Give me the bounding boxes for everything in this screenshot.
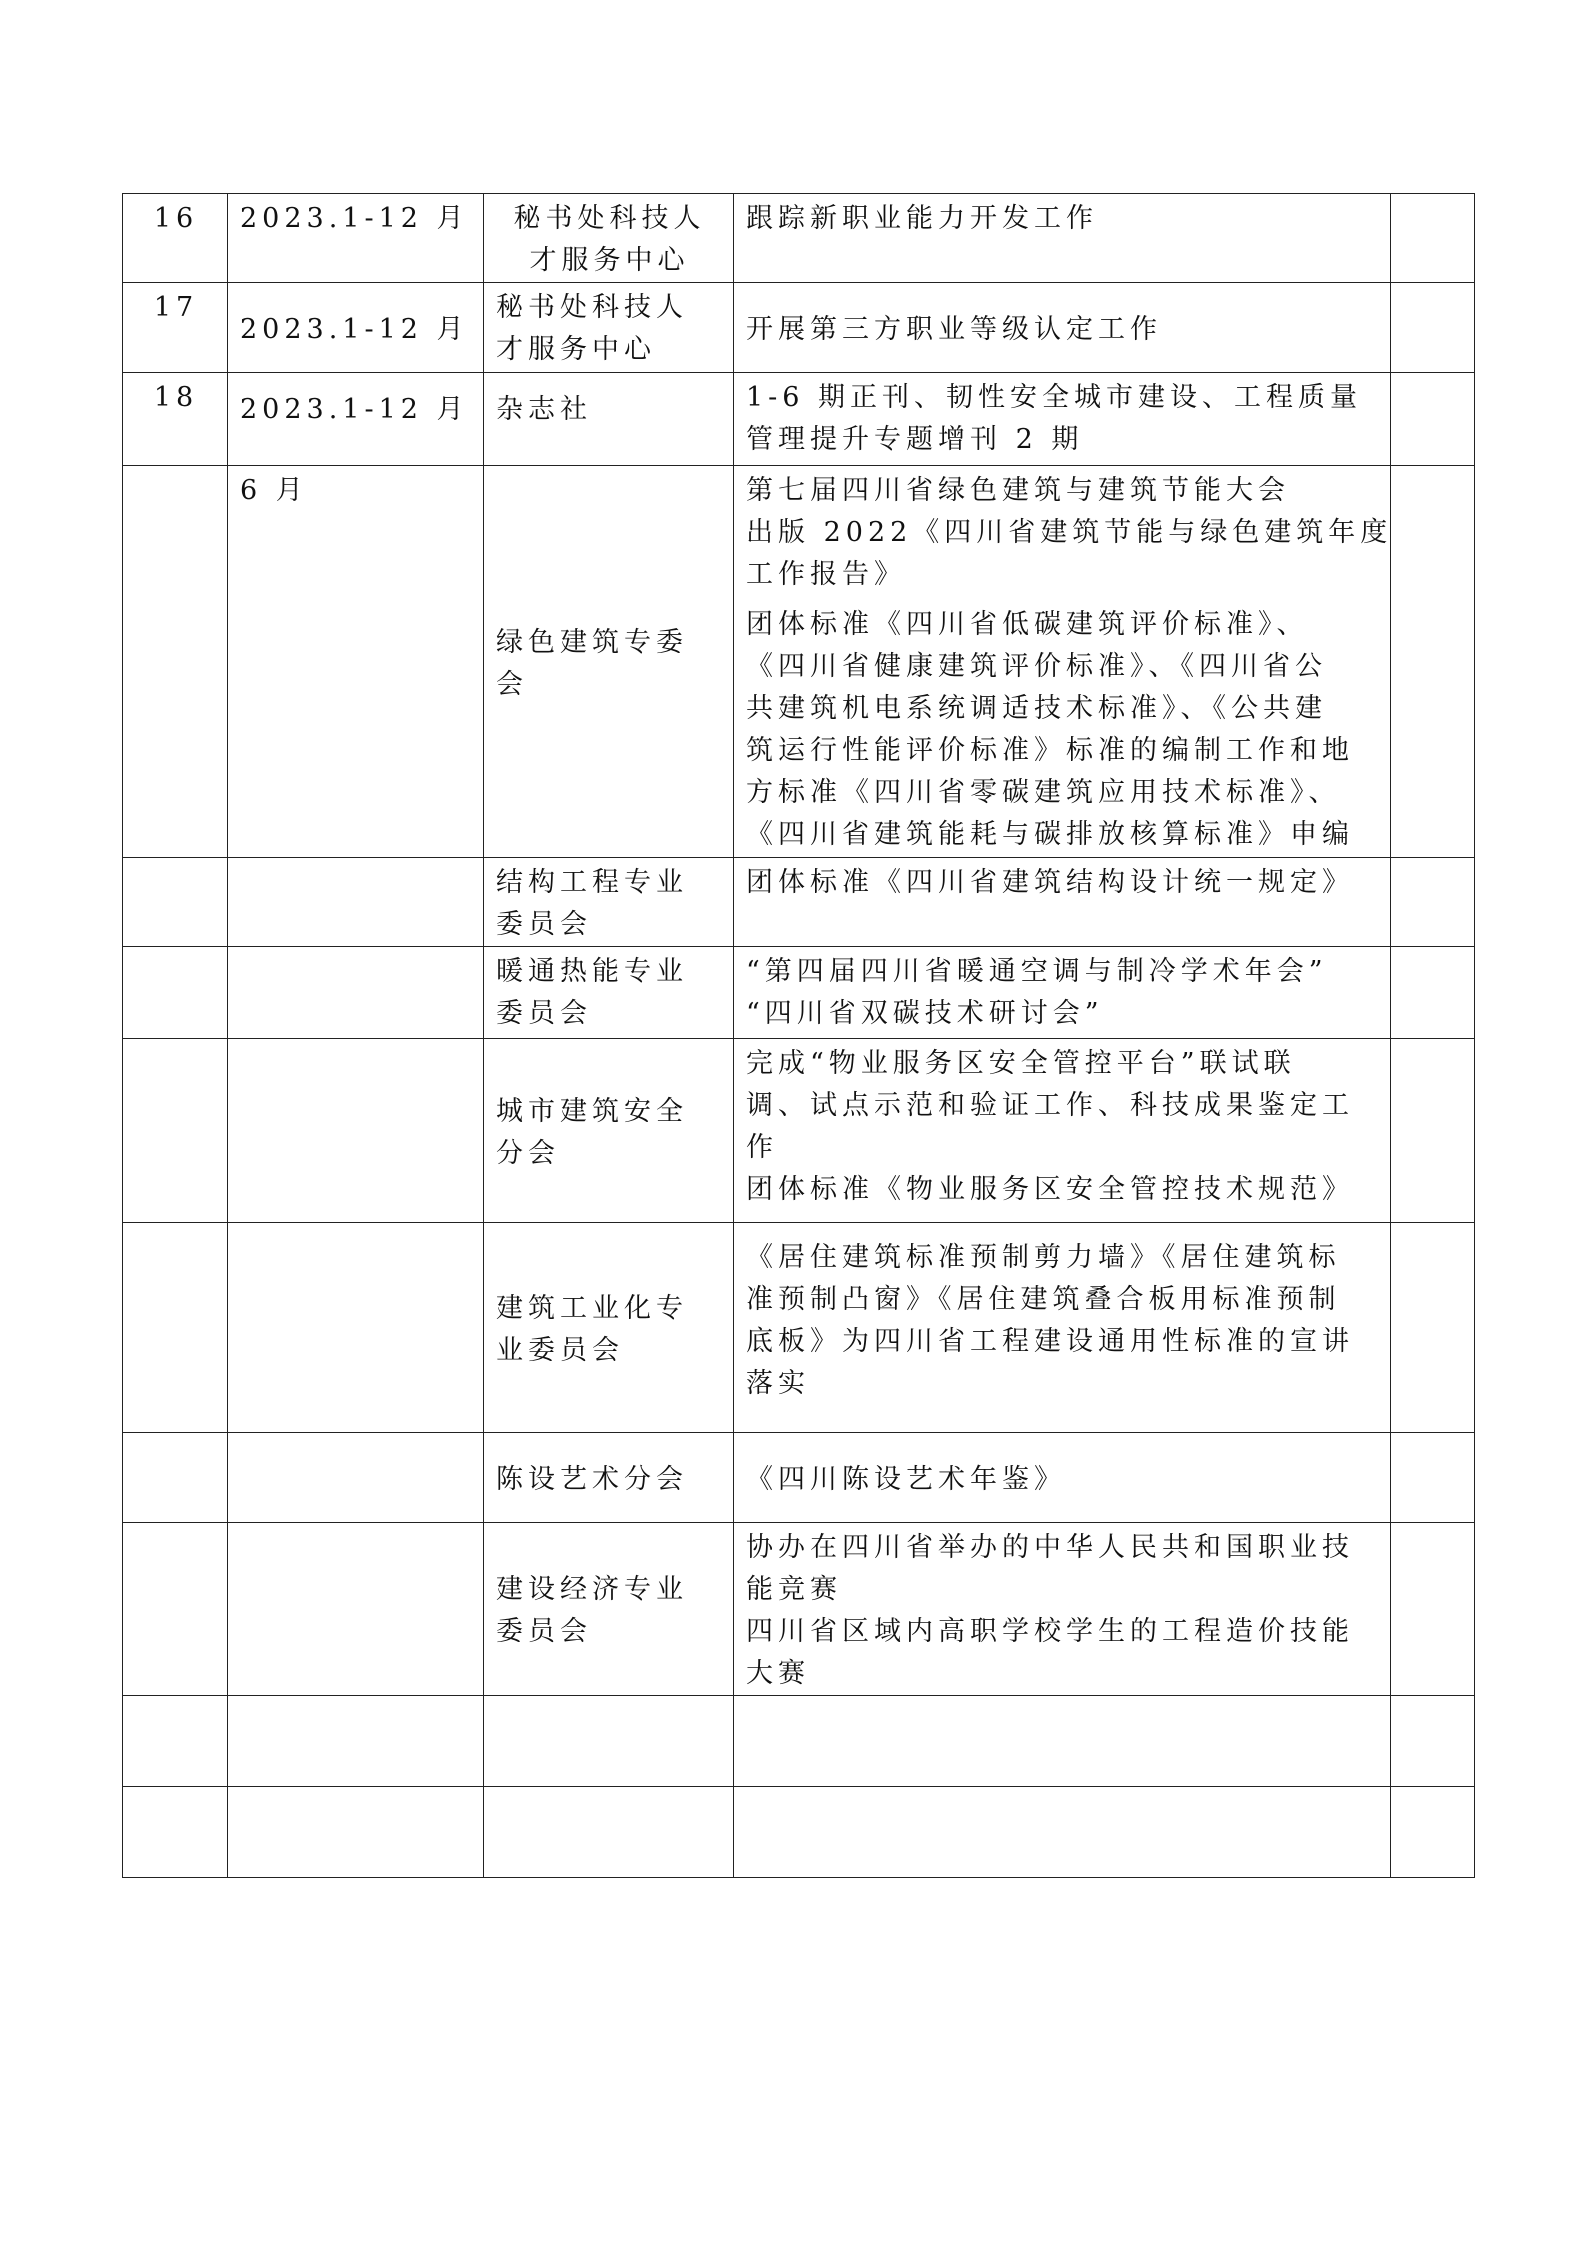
content-cell — [734, 466, 1391, 858]
remarks-cell — [1391, 1223, 1475, 1433]
table-row — [123, 1223, 1475, 1433]
content-cell: 《四川陈设艺术年鉴》 — [734, 1433, 1391, 1523]
content-cell: 跟踪新职业能力开发工作 — [734, 194, 1391, 283]
row-number-cell — [123, 466, 228, 858]
department-cell — [484, 1696, 734, 1787]
remarks-cell — [1391, 194, 1475, 283]
table-row — [123, 858, 1475, 947]
table-row — [123, 947, 1475, 1039]
department-cell: 建设经济专业 委员会 — [484, 1523, 734, 1696]
table-row — [123, 1523, 1475, 1696]
department-cell: 秘书处科技人 才服务中心 — [484, 283, 734, 373]
work-plan-table — [122, 193, 1475, 1878]
row-number-cell: 16 — [123, 194, 228, 283]
table-row — [123, 373, 1475, 466]
row-number-cell — [123, 1039, 228, 1223]
content-cell: 团体标准《四川省建筑结构设计统一规定》 — [734, 858, 1391, 947]
remarks-cell — [1391, 947, 1475, 1039]
date-cell — [228, 947, 484, 1039]
table-row — [123, 1696, 1475, 1787]
table-row — [123, 466, 1475, 858]
department-cell: 建筑工业化专 业委员会 — [484, 1223, 734, 1433]
content-item: 完成“物业服务区安全管控平台”联试联 调、试点示范和验证工作、科技成果鉴定工 作 — [746, 1048, 1354, 1163]
content-item: 第七届四川省绿色建筑与建筑节能大会 — [746, 475, 1290, 506]
date-cell: 2023.1-12 月 — [228, 373, 484, 466]
content-cell: 《居住建筑标准预制剪力墙》《居住建筑标 准预制凸窗》《居住建筑叠合板用标准预制 底板》为四川省工程建设通用性标准的宣讲 落实 — [734, 1223, 1391, 1433]
remarks-cell — [1391, 466, 1475, 858]
date-cell — [228, 1223, 484, 1433]
content-item: 协办在四川省举办的中华人民共和国职业技 能竞赛 — [746, 1532, 1354, 1605]
date-cell — [228, 1433, 484, 1523]
date-cell — [228, 1523, 484, 1696]
date-cell: 6 月 — [228, 466, 484, 858]
date-cell — [228, 1787, 484, 1878]
content-item: 出版 2022《四川省建筑节能与绿色建筑年度 工作报告》 — [746, 517, 1393, 590]
content-item: 团体标准《物业服务区安全管控技术规范》 — [746, 1174, 1354, 1205]
table-row — [123, 283, 1475, 373]
date-cell: 2023.1-12 月 — [228, 283, 484, 373]
remarks-cell — [1391, 373, 1475, 466]
table-row — [123, 194, 1475, 283]
department-cell: 杂志社 — [484, 373, 734, 466]
remarks-cell — [1391, 1696, 1475, 1787]
department-cell: 陈设艺术分会 — [484, 1433, 734, 1523]
department-cell: 暖通热能专业 委员会 — [484, 947, 734, 1039]
remarks-cell — [1391, 1433, 1475, 1523]
content-cell — [734, 1787, 1391, 1878]
remarks-cell — [1391, 1039, 1475, 1223]
department-cell: 结构工程专业 委员会 — [484, 858, 734, 947]
content-cell — [734, 1523, 1391, 1696]
row-number-cell — [123, 858, 228, 947]
content-item: 四川省区域内高职学校学生的工程造价技能 大赛 — [746, 1616, 1354, 1689]
row-number-cell — [123, 1223, 228, 1433]
row-number-cell: 17 — [123, 283, 228, 373]
department-cell: 秘书处科技人 才服务中心 — [484, 194, 734, 283]
content-cell: “第四届四川省暖通空调与制冷学术年会” “四川省双碳技术研讨会” — [734, 947, 1391, 1039]
row-number-cell — [123, 1433, 228, 1523]
remarks-cell — [1391, 1787, 1475, 1878]
row-number-cell — [123, 1787, 228, 1878]
date-cell — [228, 1696, 484, 1787]
content-item: 团体标准《四川省低碳建筑评价标准》、 《四川省健康建筑评价标准》、《四川省公 共建筑机电系统调适技术标准》、《公共建 筑运行性能评价标准》标准的编制工作和地 方标准《四川省零碳建筑应用技术标准》、 《四川省建筑能耗与碳排放核算标准》申编 — [746, 609, 1354, 850]
date-cell: 2023.1-12 月 — [228, 194, 484, 283]
row-number-cell: 18 — [123, 373, 228, 466]
content-cell: 1-6 期正刊、韧性安全城市建设、工程质量 管理提升专题增刊 2 期 — [734, 373, 1391, 466]
row-number-cell — [123, 1696, 228, 1787]
content-cell: 开展第三方职业等级认定工作 — [734, 283, 1391, 373]
department-cell — [484, 1787, 734, 1878]
remarks-cell — [1391, 283, 1475, 373]
remarks-cell — [1391, 858, 1475, 947]
date-cell — [228, 858, 484, 947]
row-number-cell — [123, 947, 228, 1039]
row-number-cell — [123, 1523, 228, 1696]
remarks-cell — [1391, 1523, 1475, 1696]
content-cell — [734, 1039, 1391, 1223]
table-row — [123, 1787, 1475, 1878]
table-row — [123, 1039, 1475, 1223]
content-cell — [734, 1696, 1391, 1787]
department-cell: 绿色建筑专委 会 — [484, 466, 734, 858]
date-cell — [228, 1039, 484, 1223]
table-row — [123, 1433, 1475, 1523]
department-cell: 城市建筑安全 分会 — [484, 1039, 734, 1223]
